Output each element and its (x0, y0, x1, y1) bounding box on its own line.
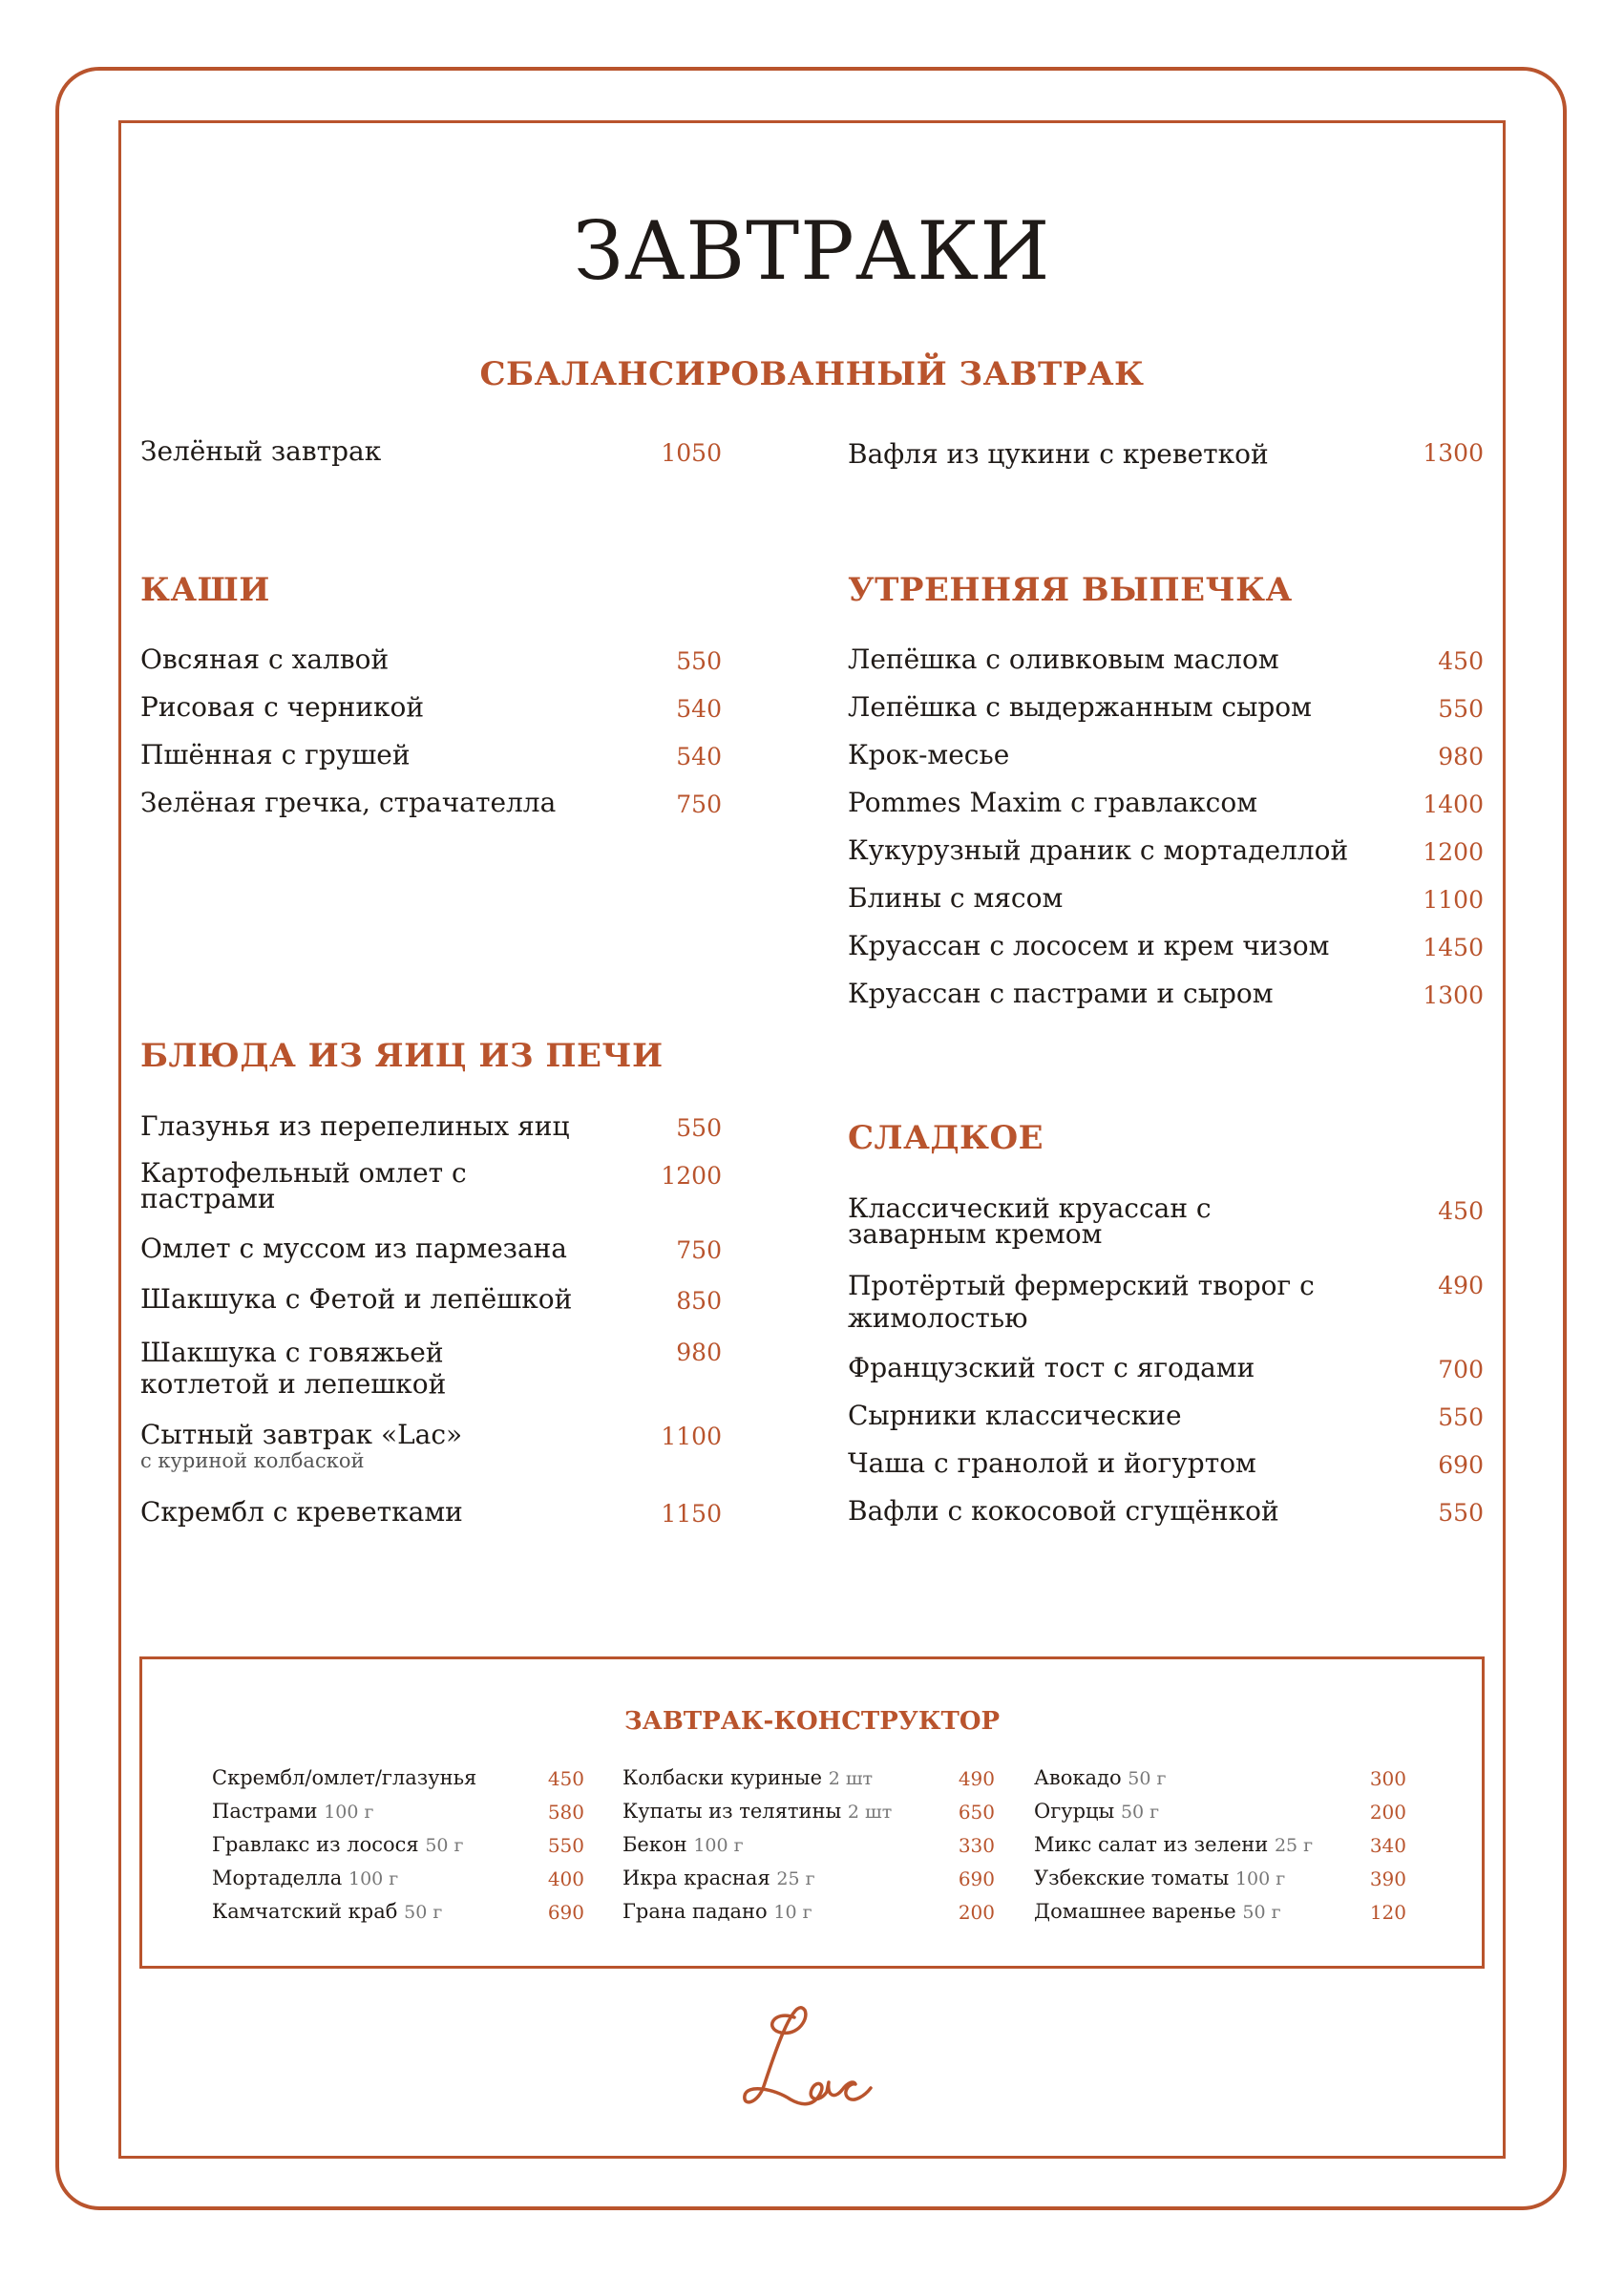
menu-item: Вафли с кокосовой сгущёнкой (848, 1495, 1279, 1527)
menu-item-price: 1100 (661, 1423, 722, 1450)
menu-item: Чаша с гранолой и йогуртом (848, 1447, 1256, 1479)
menu-item-price: 1100 (1423, 886, 1484, 914)
builder-item: Авокадо 50 г (1034, 1766, 1167, 1789)
builder-item-price: 400 (547, 1867, 584, 1890)
menu-item-price: 550 (1438, 1499, 1484, 1527)
builder-item-price: 580 (547, 1801, 584, 1824)
menu-item: Сырники классические (848, 1400, 1182, 1431)
builder-item-price: 490 (958, 1767, 995, 1790)
menu-item: Кукурузный драник с мортаделлой (848, 834, 1349, 866)
section-title-eggs: БЛЮДА ИЗ ЯИЦ ИЗ ПЕЧИ (140, 1037, 664, 1075)
menu-item: Вафля из цукини с креветкой (848, 438, 1269, 470)
menu-item-price: 450 (1438, 647, 1484, 675)
menu-item: Сытный завтрак «Lac» с куриной колбаской (140, 1421, 599, 1472)
builder-item-price: 650 (958, 1801, 995, 1824)
menu-item: Шакшука с Фетой и лепёшкой (140, 1283, 573, 1315)
builder-item: Гравлакс из лосося 50 г (212, 1833, 464, 1856)
menu-item-price: 550 (676, 647, 722, 675)
menu-item: Pommes Maxim с гравлаксом (848, 787, 1257, 818)
builder-item-price: 550 (547, 1834, 584, 1857)
menu-item: Французский тост с ягодами (848, 1352, 1255, 1383)
menu-item-price: 980 (1438, 743, 1484, 770)
menu-item-subtitle: с куриной колбаской (140, 1449, 365, 1472)
section-title-pastry: УТРЕННЯЯ ВЫПЕЧКА (848, 571, 1293, 609)
menu-item: Круассан с пастрами и сыром (848, 978, 1274, 1009)
builder-item: Скрембл/омлет/глазунья (212, 1766, 477, 1789)
builder-title: ЗАВТРАК-КОНСТРУКТОР (623, 1707, 1001, 1736)
menu-item: Зелёная гречка, страчателла (140, 787, 557, 818)
menu-item-price: 700 (1438, 1356, 1484, 1383)
lac-logo (735, 2000, 888, 2124)
menu-item-price: 1300 (1423, 981, 1484, 1009)
builder-item-price: 690 (547, 1901, 584, 1924)
builder-item-price: 390 (1369, 1867, 1406, 1890)
menu-item-price: 690 (1438, 1451, 1484, 1479)
breakfast-builder-box (139, 1656, 1485, 1969)
builder-item: Икра красная 25 г (622, 1867, 815, 1889)
builder-item: Грана падано 10 г (622, 1900, 812, 1923)
builder-item: Бекон 100 г (622, 1833, 744, 1856)
menu-item-price: 750 (676, 791, 722, 818)
menu-item: Блины с мясом (848, 882, 1064, 914)
menu-item: Лепёшка с выдержанным сыром (848, 691, 1312, 723)
menu-item-price: 540 (676, 743, 722, 770)
menu-item: Зелёный завтрак (140, 435, 382, 467)
builder-item: Колбаски куриные 2 шт (622, 1766, 874, 1789)
builder-item-price: 200 (1369, 1801, 1406, 1824)
menu-item: Картофельный омлет с пастрами (140, 1157, 467, 1214)
menu-item: Лепёшка с оливковым маслом (848, 643, 1279, 675)
builder-item: Пастрами 100 г (212, 1800, 374, 1823)
svg-text:Lac: Lac (735, 2000, 737, 2001)
menu-item: Овсяная с халвой (140, 643, 390, 675)
menu-item-price: 1150 (661, 1500, 722, 1528)
builder-item: Купаты из телятины 2 шт (622, 1800, 893, 1823)
menu-item-price: 550 (1438, 1403, 1484, 1431)
menu-item-price: 490 (1438, 1272, 1484, 1299)
menu-item-price: 850 (676, 1287, 722, 1315)
menu-item-price: 550 (676, 1114, 722, 1142)
section-title-kashi: КАШИ (140, 571, 270, 609)
section-title-sweet: СЛАДКОЕ (848, 1119, 1044, 1157)
menu-item-price: 450 (1438, 1197, 1484, 1225)
menu-item: Глазунья из перепелиных яиц (140, 1110, 570, 1142)
menu-item: Омлет с муссом из пармезана (140, 1233, 568, 1264)
builder-item-price: 200 (958, 1901, 995, 1924)
builder-item: Узбекские томаты 100 г (1034, 1867, 1286, 1889)
builder-item-price: 330 (958, 1834, 995, 1857)
menu-item: Классический круассан с заварным кремом (848, 1192, 1212, 1250)
menu-item-price: 750 (676, 1236, 722, 1264)
menu-item: Круассан с лососем и крем чизом (848, 930, 1330, 961)
section-title-balanced: СБАЛАНСИРОВАННЫЙ ЗАВТРАК (479, 355, 1145, 393)
builder-item: Микс салат из зелени 25 г (1034, 1833, 1314, 1856)
builder-item: Мортаделла 100 г (212, 1867, 399, 1889)
menu-item-price: 1450 (1423, 934, 1484, 961)
menu-item: Протёртый фермерский творог с жимолостью (848, 1270, 1315, 1334)
menu-item-price: 1050 (661, 439, 722, 467)
menu-item-price: 1200 (661, 1162, 722, 1190)
builder-item-price: 690 (958, 1867, 995, 1890)
builder-item-price: 450 (547, 1767, 584, 1790)
builder-item-price: 300 (1369, 1767, 1406, 1790)
menu-item: Скрембл с креветками (140, 1496, 463, 1528)
menu-item-price: 550 (1438, 695, 1484, 723)
menu-item-price: 540 (676, 695, 722, 723)
builder-item-price: 120 (1369, 1901, 1406, 1924)
menu-item-price: 1300 (1423, 439, 1484, 467)
menu-item: Шакшука с говяжьей котлетой и лепешкой (140, 1337, 447, 1400)
builder-item-price: 340 (1369, 1834, 1406, 1857)
menu-item: Пшённая с грушей (140, 739, 411, 770)
menu-item-price: 980 (676, 1339, 722, 1366)
builder-item: Огурцы 50 г (1034, 1800, 1160, 1823)
builder-item: Камчатский краб 50 г (212, 1900, 443, 1923)
menu-item: Крок-месье (848, 739, 1010, 770)
menu-item-price: 1200 (1423, 838, 1484, 866)
builder-item: Домашнее варенье 50 г (1034, 1900, 1281, 1923)
menu-item: Рисовая с черникой (140, 691, 424, 723)
page-title: ЗАВТРАКИ (573, 204, 1051, 299)
menu-item-price: 1400 (1423, 791, 1484, 818)
